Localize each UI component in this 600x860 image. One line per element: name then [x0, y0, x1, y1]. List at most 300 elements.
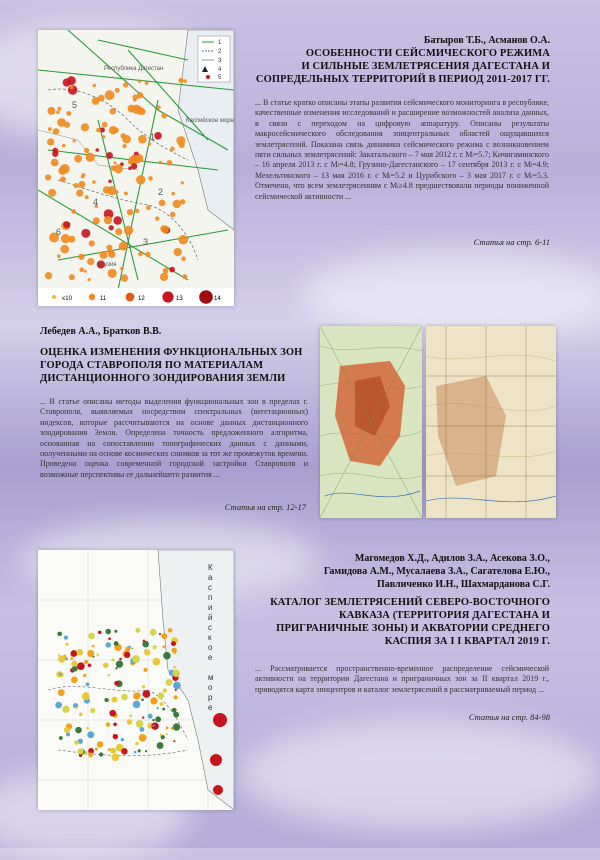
sea-label-letter: а	[208, 573, 213, 582]
epicenter-dot	[111, 165, 117, 171]
epicenter-dot	[109, 225, 114, 230]
epicenter-dot	[173, 682, 181, 690]
epicenter-dot	[114, 681, 119, 686]
epicenter-dot	[148, 142, 151, 145]
seismic-map-svg	[38, 30, 234, 306]
epicenter-dot	[160, 734, 163, 737]
article2-page-ref[interactable]: Статья на стр. 12-17	[224, 502, 306, 512]
epicenter-dot	[96, 128, 101, 133]
epicenter-dot	[119, 242, 128, 251]
epicenter-dot	[95, 747, 98, 750]
epicenter-dot	[143, 640, 145, 642]
epicenter-dot	[108, 637, 111, 640]
title-line: ГОРОДА СТАВРОПОЛЯ ПО МАТЕРИАЛАМ	[40, 360, 264, 371]
title-line: КАВКАЗА (ТЕРРИТОРИЯ ДАГЕСТАНА И	[339, 610, 550, 621]
epicenter-dot	[213, 785, 223, 795]
epicenter-dot	[115, 88, 120, 93]
epicenter-dot	[146, 205, 151, 210]
article3-abstract: ... Рассматривается пространственно-временное распределение сейсмической активности на территории Дагестана и приграничных зон за II квартал 2019 г., приводятся карта эпицентров и каталог землетрясений в рассматриваемый период ...	[255, 664, 549, 694]
epicenter-dot	[71, 676, 78, 683]
legend-label: 2	[218, 49, 222, 55]
epicenter-dot	[121, 748, 127, 754]
epicenter-dot	[88, 753, 93, 758]
epicenter-dot	[86, 153, 95, 162]
epicenter-dot	[106, 722, 110, 726]
epicenter-dot	[174, 248, 182, 256]
epicenter-dot	[57, 254, 61, 258]
epicenter-dot	[157, 742, 164, 749]
sea-label-letter: м	[208, 673, 214, 682]
epicenter-dot	[72, 139, 75, 142]
legend-label: 1	[218, 40, 222, 46]
epicenter-dot	[62, 706, 69, 713]
legend-label: 3	[218, 58, 222, 64]
epicenter-dot	[181, 256, 186, 261]
epicenter-dot	[140, 727, 145, 732]
epicenter-dot	[112, 754, 119, 761]
scale-label: 12	[138, 296, 145, 302]
epicenter-dot	[71, 209, 76, 214]
epicenter-dot	[103, 662, 109, 668]
epicenter-dot	[70, 86, 74, 90]
epicenter-dot	[87, 258, 94, 265]
title-line: ДИСТАНЦИОННОГО ЗОНДИРОВАНИЯ ЗЕМЛИ	[40, 373, 286, 384]
epicenter-dot	[62, 144, 66, 148]
epicenter-dot	[139, 734, 147, 742]
epicenter-dot	[60, 176, 66, 182]
epicenter-dot	[87, 650, 94, 657]
epicenter-dot	[143, 690, 151, 698]
epicenter-dot	[142, 685, 146, 689]
epicenter-dot	[76, 649, 83, 656]
epicenter-dot	[124, 191, 128, 195]
epicenter-dot	[90, 708, 95, 713]
epicenter-dot	[120, 267, 124, 271]
map-label-georgia: Грузия	[98, 262, 117, 268]
epicenter-dot	[92, 645, 95, 648]
epicenter-dot	[63, 78, 71, 86]
epicenter-dot	[124, 226, 133, 235]
epicenter-dot	[142, 716, 144, 718]
epicenter-dot	[173, 666, 176, 669]
epicenter-dot	[155, 216, 159, 220]
epicenter-dot	[131, 163, 137, 169]
epicenter-dot	[77, 662, 85, 670]
epicenter-dot	[63, 221, 70, 228]
epicenter-dot	[135, 693, 141, 699]
epicenter-dot	[84, 270, 87, 273]
epicenter-dot	[123, 144, 127, 148]
epicenter-dot	[102, 122, 108, 128]
epicenter-dot	[74, 155, 82, 163]
epicenter-dot	[114, 641, 119, 646]
epicenter-dot	[93, 84, 96, 87]
epicenter-dot	[159, 633, 161, 635]
epicenter-dot	[77, 748, 83, 754]
epicenter-dot	[111, 658, 114, 661]
sea-label-letter: й	[208, 613, 213, 622]
epicenter-dot	[138, 135, 147, 144]
epicenter-dot	[58, 689, 65, 696]
article3-page-ref[interactable]: Статья на стр. 84-98	[468, 712, 550, 722]
scale-label: ≤10	[62, 296, 72, 302]
epicenter-dot	[95, 148, 99, 152]
epicenter-dot	[47, 138, 54, 145]
epicenter-dot	[127, 719, 133, 725]
epicenter-dot	[109, 710, 116, 717]
epicenter-dot	[88, 633, 95, 640]
epicenter-dot	[163, 268, 169, 274]
article1-title[interactable]	[240, 47, 550, 86]
epicenter-dot	[104, 698, 108, 702]
title-line: ОЦЕНКА ИЗМЕНЕНИЯ ФУНКЦИОНАЛЬНЫХ ЗОН	[40, 347, 303, 358]
epicenter-dot	[162, 113, 167, 118]
sea-label-letter: р	[208, 693, 213, 702]
author-line: Гамидова А.М., Мусалаева З.А., Сагателова Е.Ю.,	[323, 566, 550, 577]
article1-abstract: ... В статье кратко описаны этапы развития сейсмического мониторинга в республике, качественные изменения исследований и расширение возможностей анализа данных, в связи с переходом на цифровую аппаратуру. Описаны результаты макросейсмического обследования эпицентральных областей ощущавшихся землетрясений. Показана связь динамики сейсмического режима с возникновением пяти сильных землетрясений: Закатальского – 7 мая 2012 г. с Mₗ=5.7; Кичигаминского – 16 апреля 2013 г. с Mₗ=4.8; Грузино-Дагестанского – 17 сентября 2013 г. с Mₗ=4.9; Мехельтинского – 13 мая 2016 г. с Mₗ=5.2 и Цурибского – 3 мая 2017 г. с Mₗ=5.3. Отмечено, что всем землетрясениям с Mₗ≥4.8 предшествовали периоды пониженной сейсмической активности ...	[255, 98, 549, 201]
epicenter-dot	[48, 127, 52, 131]
epicenter-dot	[106, 642, 111, 647]
scale-label: 13	[176, 296, 183, 302]
epicenter-dot	[160, 273, 168, 281]
epicenter-dot	[133, 98, 137, 102]
epicenter-dot	[98, 631, 102, 635]
epicenter-dot	[173, 712, 179, 718]
epicenter-dot	[88, 663, 92, 667]
epicenter-dot	[167, 160, 173, 166]
epicenter-dot	[135, 209, 139, 213]
epicenter-dot	[73, 183, 78, 188]
epicenter-dot	[152, 725, 154, 727]
map-legend	[198, 36, 230, 82]
epicenter-dot	[57, 107, 61, 111]
epicenter-dot	[58, 167, 66, 175]
scale-circle	[52, 295, 56, 299]
epicenter-dot	[109, 126, 117, 134]
epicenter-dot	[132, 155, 141, 164]
epicenter-dot	[178, 235, 188, 245]
epicenter-dot	[116, 661, 123, 668]
epicenter-dot	[45, 272, 52, 279]
background-cloud	[240, 720, 600, 830]
epicenter-dot	[75, 706, 78, 709]
sea-label-letter: к	[208, 633, 212, 642]
epicenter-dot	[56, 110, 60, 114]
epicenter-dot	[115, 228, 122, 235]
epicenter-dot	[89, 240, 95, 246]
epicenter-dot	[157, 707, 159, 709]
epicenter-dot	[71, 661, 77, 667]
epicenter-dot	[51, 159, 59, 167]
epicenter-dot	[82, 692, 90, 700]
title-line: ОСОБЕННОСТИ СЕЙСМИЧЕСКОГО РЕЖИМА	[305, 48, 550, 59]
epicenter-dot	[163, 688, 167, 692]
title-line: КАСПИЯ ЗА I I КВАРТАЛ 2019 Г.	[384, 636, 550, 647]
epicenter-dot	[107, 674, 110, 677]
epicenter-dot	[107, 186, 116, 195]
scale-circle	[126, 293, 135, 302]
epicenter-dot	[213, 713, 227, 727]
epicenter-dot	[47, 107, 55, 115]
epicenter-dot	[114, 630, 117, 633]
epicenter-dot	[123, 82, 128, 87]
epicenter-dot	[110, 108, 116, 114]
epicenter-dot	[152, 719, 155, 722]
epicenter-dot	[159, 199, 166, 206]
epicenter-dot	[169, 267, 175, 273]
epicenter-dot	[145, 750, 147, 752]
epicenter-dot	[99, 752, 103, 756]
catalog-epicenter-map	[38, 550, 234, 810]
epicenter-dot	[151, 722, 159, 730]
scale-label: 11	[100, 296, 107, 302]
epicenter-dot	[161, 226, 169, 234]
epicenter-dot	[133, 701, 141, 709]
epicenter-dot	[162, 708, 165, 711]
epicenter-dot	[81, 229, 90, 238]
epicenter-dot	[153, 658, 161, 666]
epicenter-dot	[59, 673, 62, 676]
epicenter-dot	[92, 180, 96, 184]
epicenter-dot	[180, 199, 185, 204]
epicenter-dot	[92, 97, 100, 105]
author-line: Магомедов Х.Д., Адилов З.А., Асекова З.О.,	[354, 553, 550, 564]
epicenter-dot	[81, 175, 84, 178]
epicenter-dot	[140, 735, 143, 738]
stavropol-topo-map	[320, 326, 422, 518]
epicenter-dot	[55, 702, 62, 709]
epicenter-dot	[155, 716, 161, 722]
epicenter-dot	[159, 161, 163, 165]
epicenter-dot	[175, 689, 177, 691]
epicenter-dot	[131, 647, 133, 649]
epicenter-dot	[105, 629, 110, 634]
map-label-caspian: Каспийское море	[186, 118, 234, 124]
epicenter-dot	[59, 736, 63, 740]
epicenter-dot	[144, 649, 150, 655]
epicenter-dot	[172, 648, 177, 653]
sea-label-letter: и	[208, 603, 213, 612]
sea-label-letter: с	[208, 623, 212, 632]
legend-label: 5	[218, 75, 222, 81]
epicenter-dot	[78, 181, 85, 188]
epicenter-dot	[64, 635, 68, 639]
epicenter-dot	[70, 657, 73, 660]
sea-label-letter: о	[208, 683, 213, 692]
epicenter-dot	[145, 252, 150, 257]
sea-label-letter: е	[208, 703, 213, 712]
epicenter-dot	[136, 720, 143, 727]
epicenter-dot	[143, 668, 147, 672]
epicenter-dot	[66, 111, 71, 116]
epicenter-dot	[157, 105, 161, 109]
epicenter-dot	[57, 118, 66, 127]
epicenter-dot	[106, 152, 113, 159]
article2-title[interactable]	[40, 346, 310, 385]
epicenter-dot	[108, 188, 111, 191]
epicenter-dot	[79, 713, 83, 717]
epicenter-dot	[150, 697, 157, 704]
epicenter-dot	[138, 252, 143, 257]
stavropol-historical-map	[426, 326, 556, 518]
epicenter-dot	[110, 748, 116, 754]
epicenter-dot	[74, 740, 79, 745]
epicenter-dot	[166, 679, 173, 686]
epicenter-dot	[170, 147, 175, 152]
epicenter-dot	[121, 694, 128, 701]
magnitude-scale	[38, 288, 234, 306]
epicenter-dot	[127, 209, 133, 215]
epicenter-dot	[153, 645, 157, 649]
epicenter-dot	[210, 754, 222, 766]
map-label-dagestan: Республика Дагестан	[104, 66, 164, 72]
zone-number: 5	[72, 100, 78, 110]
epicenter-dot	[166, 726, 169, 729]
epicenter-dot	[135, 742, 138, 745]
epicenter-dot	[122, 135, 131, 144]
epicenter-dot	[173, 740, 175, 742]
epicenter-dot	[57, 632, 62, 637]
epicenter-dot	[173, 200, 182, 209]
epicenter-dot	[87, 731, 94, 738]
epicenter-dot	[86, 682, 90, 686]
epicenter-dot	[148, 714, 153, 719]
article3-authors	[250, 552, 550, 591]
epicenter-dot	[121, 274, 128, 281]
epicenter-dot	[113, 216, 122, 225]
epicenter-dot	[163, 652, 171, 660]
epicenter-dot	[125, 647, 130, 652]
sea-label-letter: е	[208, 653, 213, 662]
epicenter-dot	[181, 181, 184, 184]
epicenter-dot	[102, 135, 105, 138]
scale-circle	[89, 294, 95, 300]
zone-number: 3	[143, 237, 149, 247]
epicenter-dot	[85, 195, 89, 199]
epicenter-dot	[160, 702, 164, 706]
epicenter-dot	[93, 217, 100, 224]
epicenter-dot	[99, 251, 107, 259]
epicenter-dot	[105, 90, 115, 100]
epicenter-dot	[60, 245, 69, 254]
epicenter-dot	[171, 641, 176, 646]
article1-authors: Батыров Т.Б., Асманов О.А.	[423, 35, 550, 46]
epicenter-dot	[136, 175, 145, 184]
epicenter-dot	[68, 236, 75, 243]
epicenter-dot	[157, 692, 164, 699]
epicenter-dot	[64, 727, 70, 733]
epicenter-dot	[113, 722, 117, 726]
epicenter-dot	[75, 727, 82, 734]
epicenter-dot	[171, 192, 175, 196]
sea-label-letter: п	[208, 593, 213, 602]
epicenter-dot	[161, 633, 167, 639]
epicenter-dot	[84, 660, 88, 664]
article2-abstract: ... В статье описаны методы выделения функциональных зон в пределах г. Ставрополя, выявляемых посредством спектральных (вегетационных) индексов, которые рассчитываются на основе данных дистанционного зондирования Земли. Определена точность предложенного алгоритма, основанная на сопоставлении топографических данных с данными, полученными на основе космических снимков за тот же промежуток времени. Проведена оценка современной городской застройки Ставрополя и возможные перспективы ее дальнейшего развития ...	[40, 397, 308, 479]
epicenter-dot	[81, 123, 89, 131]
epicenter-dot	[178, 78, 183, 83]
epicenter-dot	[108, 180, 112, 184]
epicenter-dot	[113, 734, 118, 739]
epicenter-dot	[132, 655, 140, 663]
epicenter-dot	[182, 274, 187, 279]
zone-number: 6	[56, 227, 62, 237]
epicenter-dot	[86, 727, 89, 730]
title-line: И СИЛЬНЫЕ ЗЕМЛЕТРЯСЕНИЯ ДАГЕСТАНА И	[301, 61, 550, 72]
epicenter-dot	[69, 274, 75, 280]
epicenter-dot	[170, 212, 176, 218]
article3-title[interactable]	[240, 596, 550, 648]
title-line: ПРИГРАНИЧНЫЕ ЗОНЫ) И АКВАТОРИИ СРЕДНЕГО	[276, 623, 550, 634]
epicenter-dot	[148, 176, 153, 181]
epicenter-dot	[174, 695, 178, 699]
epicenter-dot	[108, 269, 117, 278]
title-line: СОПРЕДЕЛЬНЫХ ТЕРРИТОРИЙ В ПЕРИОД 2011-2017 ГГ.	[255, 74, 550, 85]
epicenter-dot	[78, 254, 84, 260]
epicenter-dot	[66, 643, 69, 646]
legend-label: 4	[218, 67, 222, 73]
epicenter-dot	[166, 733, 168, 735]
epicenter-dot	[58, 655, 65, 662]
epicenter-dot	[162, 645, 165, 648]
epicenter-dot	[135, 628, 140, 633]
epicenter-dot	[108, 250, 114, 256]
epicenter-dot	[173, 723, 180, 730]
epicenter-dot	[113, 161, 116, 164]
zone-number: 1	[150, 132, 156, 142]
epicenter-dot	[66, 732, 70, 736]
epicenter-dot	[145, 81, 149, 85]
scale-circle	[162, 291, 173, 302]
epicenter-dot	[48, 189, 56, 197]
epicenter-dot	[129, 714, 132, 717]
zone-number: 2	[158, 187, 164, 197]
epicenter-dot	[168, 628, 173, 633]
epicenter-dot	[134, 751, 137, 754]
epicenter-dot	[138, 749, 141, 752]
epicenter-dot	[84, 148, 89, 153]
scale-label: 14	[214, 296, 221, 302]
sea-label-letter: с	[208, 583, 212, 592]
epicenter-dot	[96, 654, 99, 657]
epicenter-dot	[132, 105, 141, 114]
article2-authors: Лебедев А.А., Братков В.В.	[40, 326, 162, 337]
epicenter-dot	[97, 741, 103, 747]
epicenter-dot	[183, 79, 187, 83]
epicenter-dot	[150, 629, 157, 636]
epicenter-dot	[70, 650, 77, 657]
epicenter-dot	[79, 267, 84, 272]
epicenter-dot	[115, 667, 117, 669]
epicenter-dot	[176, 136, 185, 145]
seismic-map-figure	[38, 30, 234, 306]
sea-label-letter: о	[208, 643, 213, 652]
epicenter-dot	[119, 658, 122, 661]
epicenter-dot	[65, 657, 68, 660]
zone-number: 4	[93, 197, 99, 207]
scale-circle	[199, 290, 213, 304]
epicenter-dot	[83, 674, 86, 677]
epicenter-dot	[141, 698, 144, 701]
epicenter-dot	[53, 128, 59, 134]
article1-page-ref[interactable]: Статья на стр. 6-11	[473, 237, 550, 247]
epicenter-dot	[121, 738, 125, 742]
title-line: КАТАЛОГ ЗЕМЛЕТРЯСЕНИЙ СЕВЕРО-ВОСТОЧНОГО	[270, 597, 550, 608]
author-line: Павличенко И.Н., Шахмарданова С.Г.	[376, 579, 550, 590]
epicenter-dot	[45, 174, 51, 180]
epicenter-dot	[124, 652, 130, 658]
sea-label-letter: К	[208, 563, 213, 572]
